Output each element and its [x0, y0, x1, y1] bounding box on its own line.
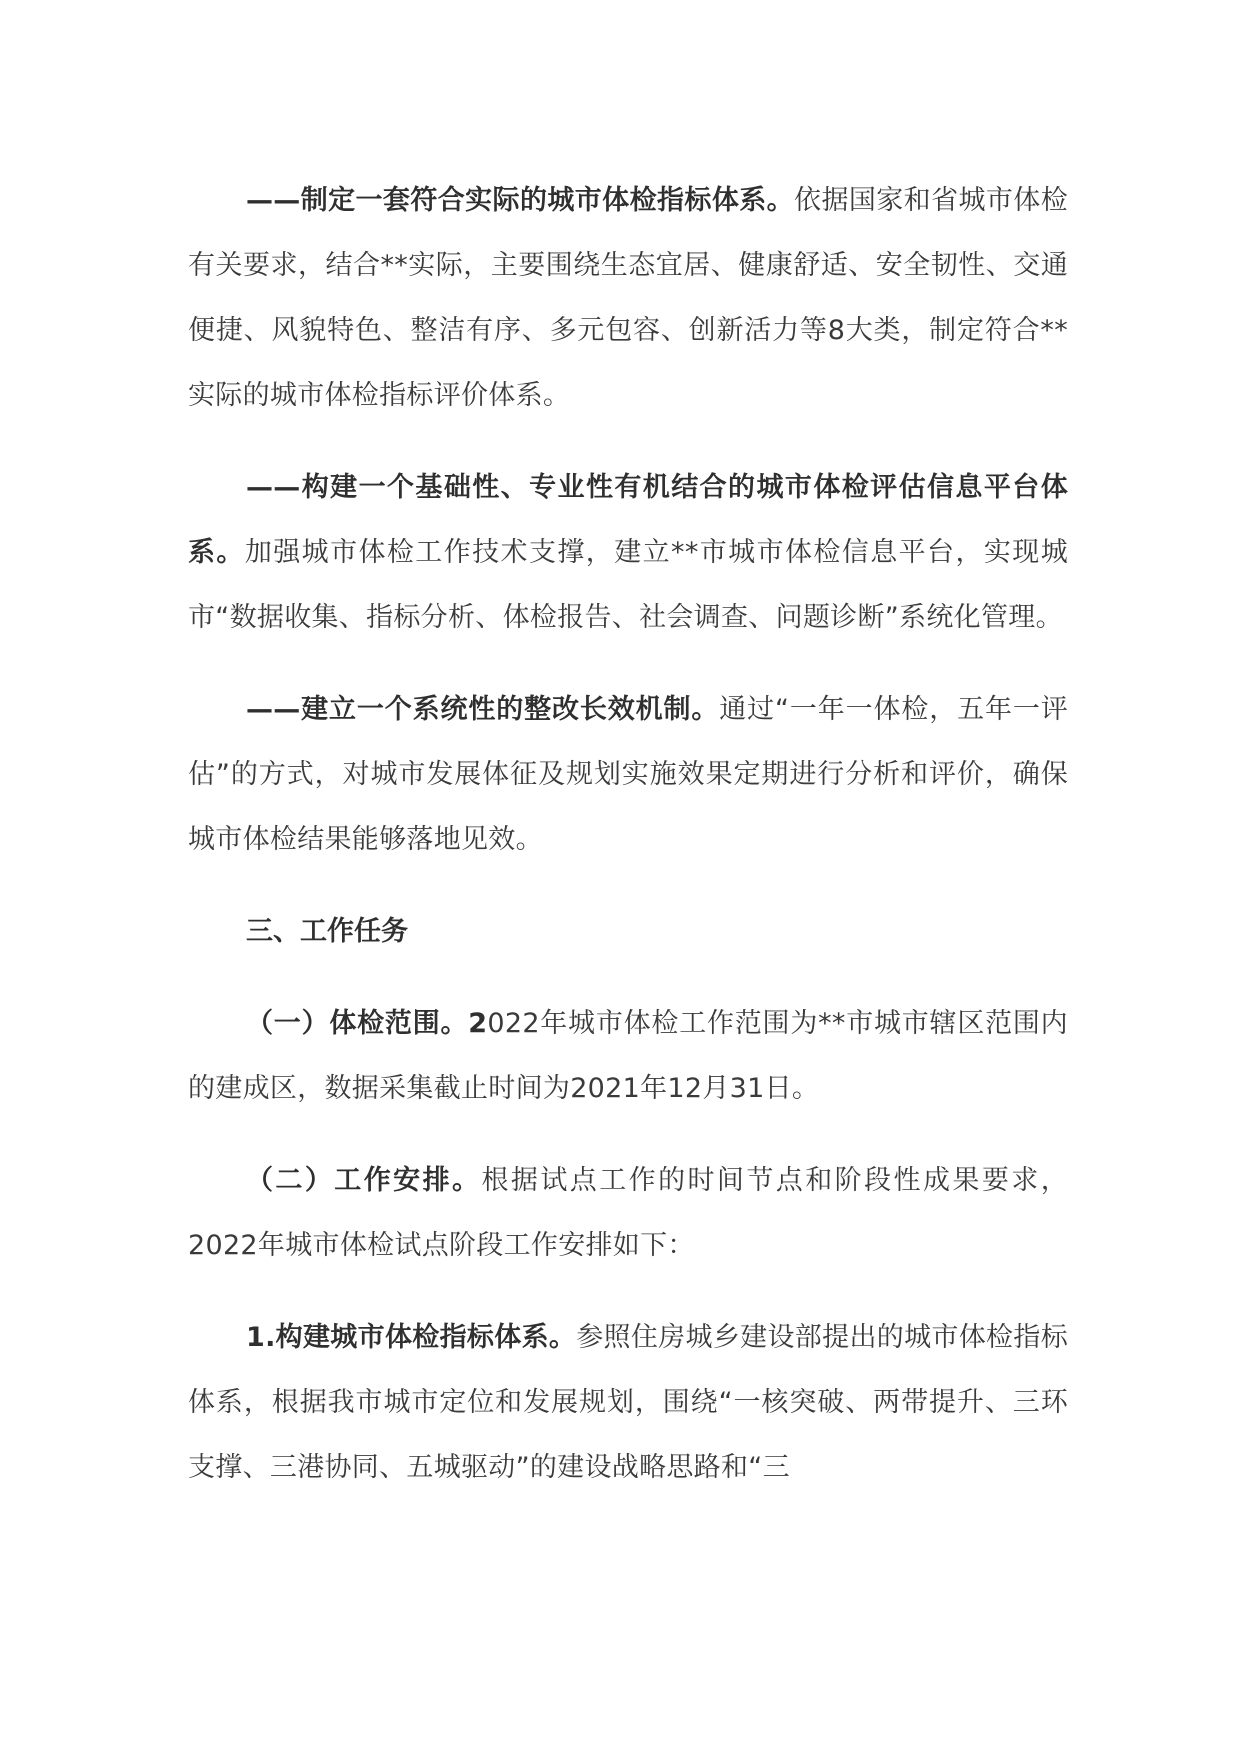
- paragraph-text: 通过“一年一体检，五年一评估”的方式，对城市发展体征及规划实施效果定期进行分析和评价，确保城市体检结果能够落地见效。: [188, 694, 1068, 855]
- document-body: [188, 168, 1068, 1527]
- paragraph-lead: 1.构建城市体检指标体系。: [246, 1322, 577, 1353]
- paragraph-lead: ——构建一个基础性、专业性有机结合的城市体检评估信息平台体系。: [188, 472, 1068, 568]
- paragraph-text: 加强城市体检工作技术支撑，建立**市城市体检信息平台，实现城市“数据收集、指标分析、体检报告、社会调查、问题诊断”系统化管理。: [188, 537, 1068, 633]
- task-paragraph-scope: [188, 991, 1068, 1121]
- section-heading: 三、工作任务: [246, 916, 408, 947]
- paragraph-lead: ——建立一个系统性的整改长效机制。: [246, 694, 720, 725]
- goal-paragraph-indicator-system: [188, 168, 1068, 428]
- paragraph-text: 依据国家和省城市体检有关要求，结合**实际，主要围绕生态宜居、健康舒适、安全韧性、交通便捷、风貌特色、整洁有序、多元包容、创新活力等8大类，制定符合**实际的城市体检指标评价体系。: [188, 185, 1069, 411]
- task-paragraph-arrangement: [188, 1148, 1068, 1278]
- paragraph-text: 参照住房城乡建设部提出的城市体检指标体系，根据我市城市定位和发展规划，围绕“一核突破、两带提升、三环支撑、三港协同、五城驱动”的建设战略思路和“三: [188, 1322, 1068, 1483]
- goal-paragraph-rectification-mechanism: [188, 677, 1068, 872]
- goal-paragraph-info-platform: [188, 455, 1068, 650]
- task-paragraph-indicator-build: [188, 1305, 1068, 1500]
- paragraph-text: 022年城市体检工作范围为**市城市辖区范围内的建成区，数据采集截止时间为2021年12月31日。: [188, 1008, 1068, 1104]
- paragraph-lead: （一）体检范围。2: [246, 1008, 488, 1039]
- paragraph-text: 根据试点工作的时间节点和阶段性成果要求，2022年城市体检试点阶段工作安排如下：: [188, 1165, 1068, 1261]
- paragraph-lead: ——制定一套符合实际的城市体检指标体系。: [246, 185, 795, 216]
- paragraph-lead: （二）工作安排。: [246, 1165, 482, 1196]
